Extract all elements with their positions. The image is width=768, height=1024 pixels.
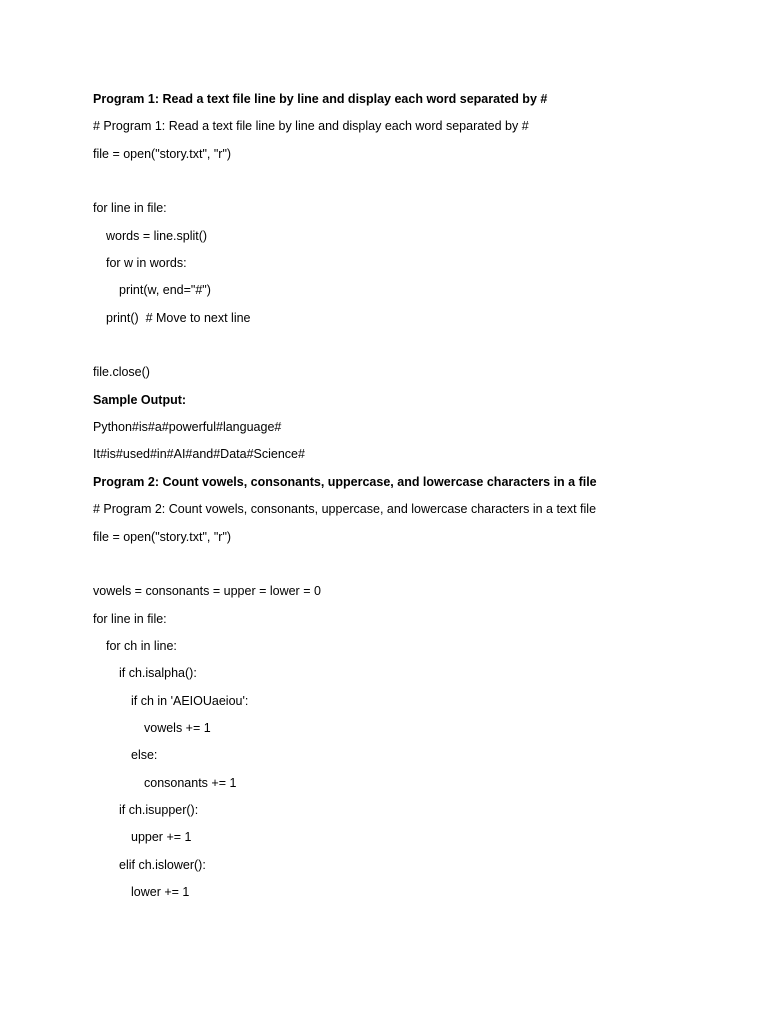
code-line: vowels += 1 xyxy=(144,720,211,735)
code-line: if ch in 'AEIOUaeiou': xyxy=(131,693,249,708)
code-line: for line in file: xyxy=(93,201,167,216)
program1-heading: Program 1: Read a text file line by line and display each word separated by # xyxy=(93,92,548,106)
code-line: words = line.split() xyxy=(106,228,208,243)
code-line: if ch.isalpha(): xyxy=(119,666,197,681)
code-line: vowels = consonants = upper = lower = 0 xyxy=(93,584,321,599)
code-line: if ch.isupper(): xyxy=(119,802,199,817)
document-page xyxy=(93,86,733,906)
code-line: file = open("story.txt", "r") xyxy=(93,529,232,544)
code-line: for line in file: xyxy=(93,611,167,626)
code-line: file = open("story.txt", "r") xyxy=(93,146,232,161)
blank-line xyxy=(93,168,733,195)
code-line: lower += 1 xyxy=(131,884,190,899)
program2-heading: Program 2: Count vowels, consonants, uppercase, and lowercase characters in a file xyxy=(93,474,597,489)
code-line: elif ch.islower(): xyxy=(119,857,206,872)
code-line: # Program 1: Read a text file line by line and display each word separated by # xyxy=(93,119,529,134)
code-line: print(w, end="#") xyxy=(119,283,211,298)
blank-line xyxy=(93,551,733,578)
sample-output-label: Sample Output: xyxy=(93,392,187,407)
sample-output-line: It#is#used#in#AI#and#Data#Science# xyxy=(93,447,305,462)
code-line: else: xyxy=(131,748,158,763)
code-line: upper += 1 xyxy=(131,830,192,845)
code-line: file.close() xyxy=(93,365,150,380)
code-line: print() # Move to next line xyxy=(106,310,251,325)
code-line: for w in words: xyxy=(106,256,187,271)
blank-line xyxy=(93,332,733,359)
code-line: for ch in line: xyxy=(106,638,177,653)
code-line: # Program 2: Count vowels, consonants, uppercase, and lowercase characters in a text file xyxy=(93,502,597,517)
sample-output-line: Python#is#a#powerful#language# xyxy=(93,420,282,435)
code-line: consonants += 1 xyxy=(144,775,237,790)
